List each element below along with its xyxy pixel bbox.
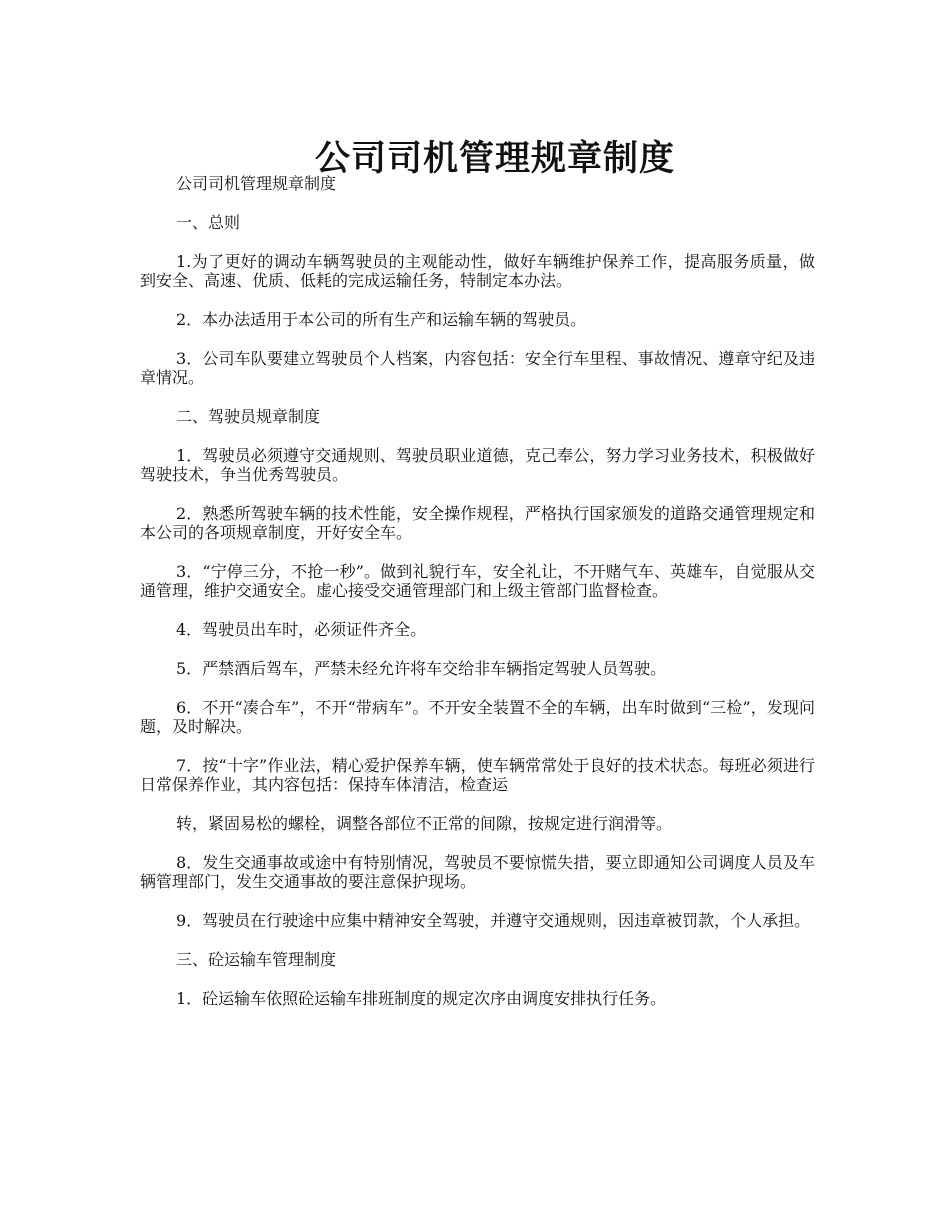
paragraph: 3．公司车队要建立驾驶员个人档案，内容包括：安全行车里程、事故情况、遵章守纪及违章情况。 (140, 349, 815, 387)
paragraph: 8．发生交通事故或途中有特别情况，驾驶员不要惊慌失措，要立即通知公司调度人员及车辆管理部门，发生交通事故的要注意保护现场。 (140, 853, 815, 891)
section-heading-driver-rules: 二、驾驶员规章制度 (176, 407, 321, 426)
paragraph: 7．按“十字”作业法，精心爱护保养车辆，使车辆常常处于良好的技术状态。每班必须进行日常保养作业，其内容包括：保持车体清洁，检查运 (140, 756, 815, 794)
section-heading-concrete-truck: 三、砼运输车管理制度 (176, 950, 337, 969)
paragraph-subtitle: 公司司机管理规章制度 (176, 174, 337, 193)
paragraph: 2．熟悉所驾驶车辆的技术性能，安全操作规程，严格执行国家颁发的道路交通管理规定和本公司的各项规章制度，开好安全车。 (140, 504, 815, 542)
paragraph: 6．不开“凑合车”，不开“带病车”。不开安全装置不全的车辆，出车时做到“三检”，发现问题，及时解决。 (140, 698, 815, 736)
paragraph: 1.为了更好的调动车辆驾驶员的主观能动性，做好车辆维护保养工作，提高服务质量，做到安全、高速、优质、低耗的完成运输任务，特制定本办法。 (140, 252, 815, 290)
paragraph: 3．“宁停三分，不抢一秒”。做到礼貌行车，安全礼让，不开赌气车、英雄车，自觉服从交通管理，维护交通安全。虚心接受交通管理部门和上级主管部门监督检查。 (140, 562, 815, 600)
paragraph: 1．驾驶员必须遵守交通规则、驾驶员职业道德，克己奉公，努力学习业务技术，积极做好驾驶技术，争当优秀驾驶员。 (140, 446, 815, 484)
document-body (140, 174, 815, 1028)
paragraph: 1．砼运输车依照砼运输车排班制度的规定次序由调度安排执行任务。 (176, 989, 667, 1008)
paragraph: 2．本办法适用于本公司的所有生产和运输车辆的驾驶员。 (176, 310, 587, 329)
paragraph: 9．驾驶员在行驶途中应集中精神安全驾驶，并遵守交通规则，因违章被罚款，个人承担。 (176, 911, 811, 930)
paragraph: 5．严禁酒后驾车，严禁未经允许将车交给非车辆指定驾驶人员驾驶。 (176, 659, 667, 678)
paragraph: 4．驾驶员出车时，必须证件齐全。 (176, 620, 427, 639)
document-title: 公司司机管理规章制度 (314, 138, 675, 180)
section-heading-general: 一、总则 (176, 213, 241, 232)
paragraph: 转，紧固易松的螺栓，调整各部位不正常的间隙，按规定进行润滑等。 (176, 814, 673, 833)
